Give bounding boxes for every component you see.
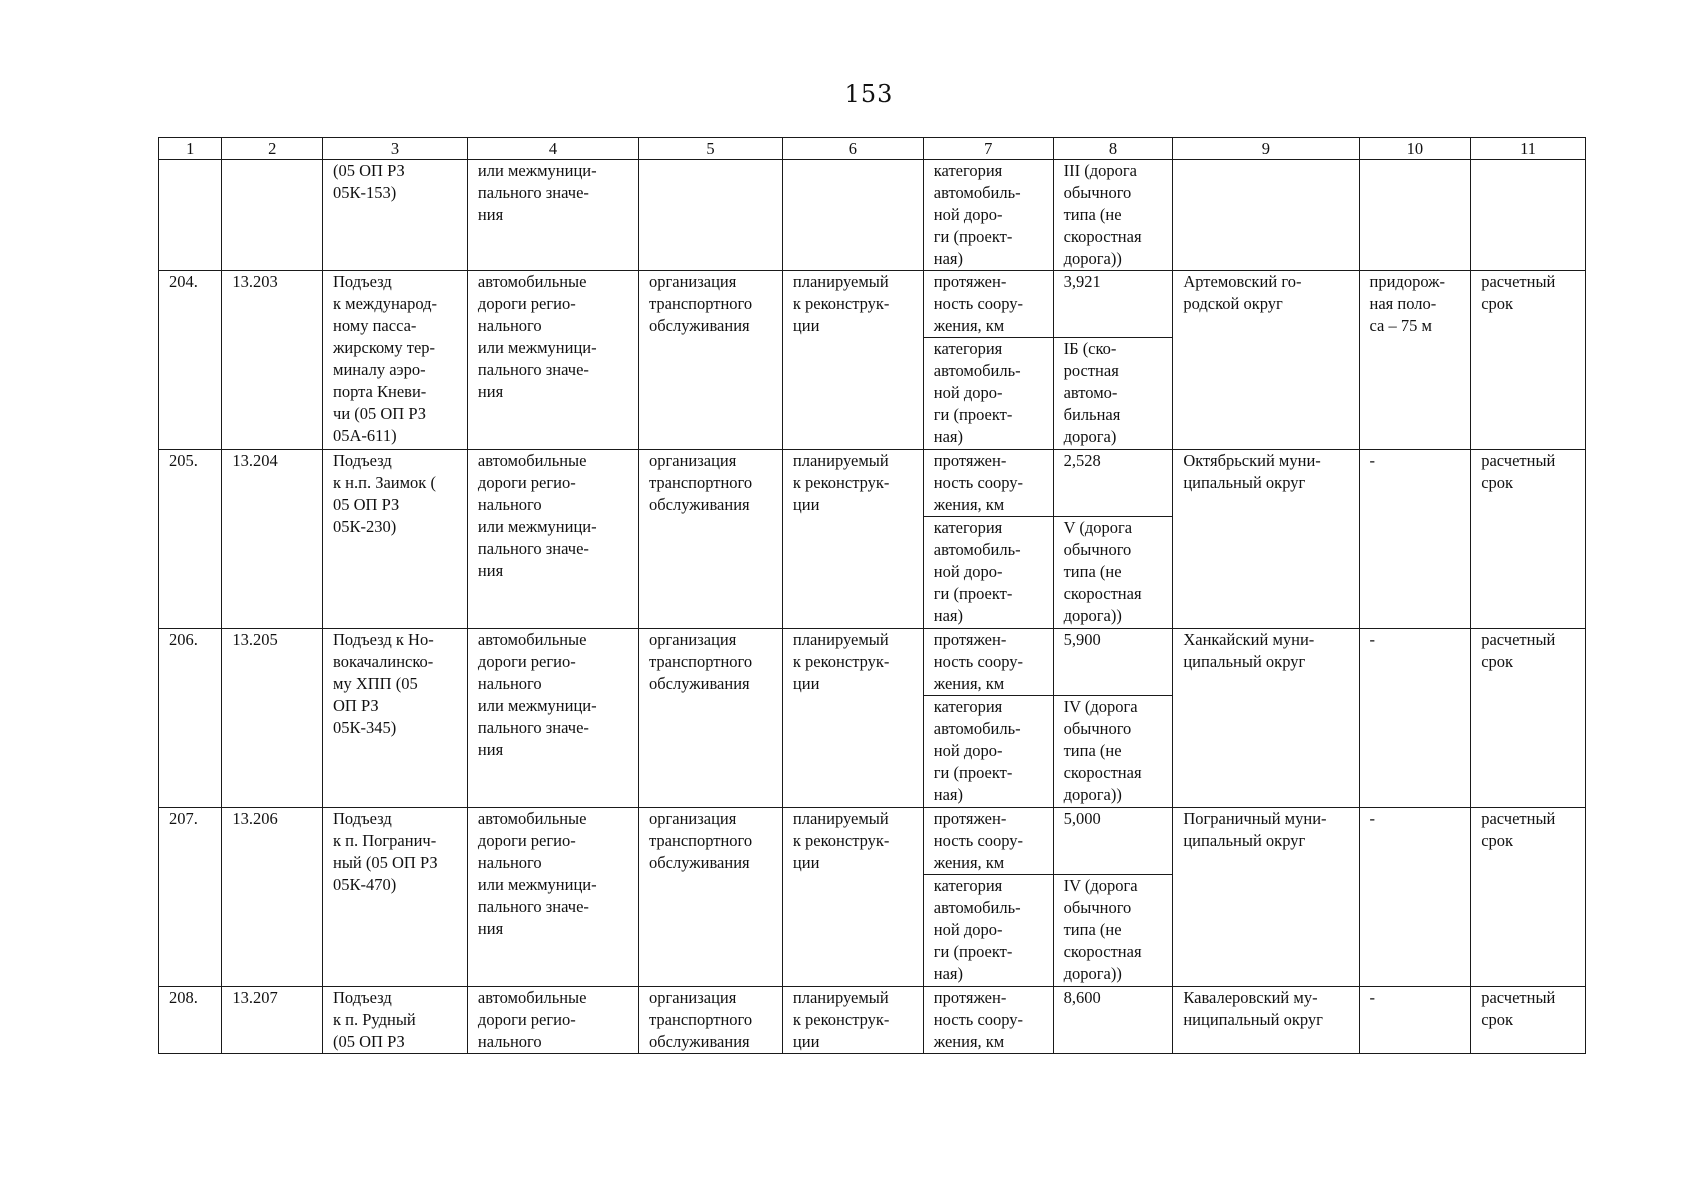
column-number: 1 <box>159 138 222 160</box>
cell-num: 208. <box>159 987 222 1054</box>
cell-param-label: категория автомобиль- ной доро- ги (проект- ная) <box>923 517 1053 629</box>
cell-status: планируемый к реконструк- ции <box>782 808 923 987</box>
cell-location: Артемовский го- родской округ <box>1173 271 1359 450</box>
cell-param-value: 5,000 <box>1053 808 1173 875</box>
cell-code: 13.205 <box>222 629 323 808</box>
page-number: 153 <box>844 80 894 108</box>
cell-num: 207. <box>159 808 222 987</box>
column-number: 6 <box>782 138 923 160</box>
cell-name: Подъезд к н.п. Заимок ( 05 ОП РЗ 05К-230) <box>323 450 468 629</box>
cell-zone: - <box>1359 987 1471 1054</box>
cell-num: 204. <box>159 271 222 450</box>
cell-zone: - <box>1359 629 1471 808</box>
column-number: 9 <box>1173 138 1359 160</box>
cell-status: планируемый к реконструк- ции <box>782 987 923 1054</box>
cell-location: Кавалеровский му- ниципальный округ <box>1173 987 1359 1054</box>
table-row <box>159 629 1586 696</box>
cell-term: расчетный срок <box>1471 450 1586 629</box>
cell-zone: придорож- ная поло- са – 75 м <box>1359 271 1471 450</box>
cell-status: планируемый к реконструк- ции <box>782 450 923 629</box>
cell-purpose <box>639 160 783 271</box>
cell-road-type: автомобильные дороги регио- нального или межмуници- пального значе- ния <box>467 271 638 450</box>
cell-term: расчетный срок <box>1471 271 1586 450</box>
cell-param-value: 2,528 <box>1053 450 1173 517</box>
cell-code <box>222 160 323 271</box>
cell-param-label: протяжен- ность соору- жения, км <box>923 271 1053 338</box>
column-number: 3 <box>323 138 468 160</box>
column-number: 4 <box>467 138 638 160</box>
cell-name: (05 ОП РЗ 05К-153) <box>323 160 468 271</box>
cell-name: Подъезд к Но- вокачалинско- му ХПП (05 ОП РЗ 05К-345) <box>323 629 468 808</box>
column-number-row <box>159 138 1586 160</box>
cell-code: 13.203 <box>222 271 323 450</box>
cell-purpose: организация транспортного обслуживания <box>639 271 783 450</box>
cell-zone <box>1359 160 1471 271</box>
cell-code: 13.207 <box>222 987 323 1054</box>
column-number: 8 <box>1053 138 1173 160</box>
cell-term: расчетный срок <box>1471 629 1586 808</box>
cell-param-value: IБ (ско- ростная автомо- бильная дорога) <box>1053 338 1173 450</box>
cell-param-label: протяжен- ность соору- жения, км <box>923 808 1053 875</box>
column-number: 2 <box>222 138 323 160</box>
cell-param-value: 8,600 <box>1053 987 1173 1054</box>
cell-name: Подъезд к международ- ному пасса- жирскому тер- миналу аэро- порта Кневи- чи (05 ОП РЗ 05А-611) <box>323 271 468 450</box>
table-row-continuation <box>159 160 1586 271</box>
cell-name: Подъезд к п. Рудный (05 ОП РЗ <box>323 987 468 1054</box>
column-number: 11 <box>1471 138 1586 160</box>
cell-term <box>1471 160 1586 271</box>
cell-num: 206. <box>159 629 222 808</box>
cell-name: Подъезд к п. Погранич- ный (05 ОП РЗ 05К-470) <box>323 808 468 987</box>
cell-zone: - <box>1359 450 1471 629</box>
cell-param-label: протяжен- ность соору- жения, км <box>923 987 1053 1054</box>
cell-road-type: автомобильные дороги регио- нального или межмуници- пального значе- ния <box>467 450 638 629</box>
column-number: 5 <box>639 138 783 160</box>
cell-road-type: автомобильные дороги регио- нального или межмуници- пального значе- ния <box>467 629 638 808</box>
cell-zone: - <box>1359 808 1471 987</box>
cell-road-type: автомобильные дороги регио- нального или межмуници- пального значе- ния <box>467 808 638 987</box>
cell-location <box>1173 160 1359 271</box>
cell-param-value: V (дорога обычного типа (не скоростная дорога)) <box>1053 517 1173 629</box>
cell-param-label: протяжен- ность соору- жения, км <box>923 629 1053 696</box>
table-row <box>159 450 1586 517</box>
cell-purpose: организация транспортного обслуживания <box>639 987 783 1054</box>
cell-location: Октябрьский муни- ципальный округ <box>1173 450 1359 629</box>
cell-param-label: протяжен- ность соору- жения, км <box>923 450 1053 517</box>
cell-purpose: организация транспортного обслуживания <box>639 629 783 808</box>
cell-status <box>782 160 923 271</box>
cell-term: расчетный срок <box>1471 808 1586 987</box>
objects-table <box>158 137 1586 1054</box>
table-row <box>159 987 1586 1054</box>
cell-param-label: категория автомобиль- ной доро- ги (проект- ная) <box>923 338 1053 450</box>
cell-num <box>159 160 222 271</box>
cell-param-value: IV (дорога обычного типа (не скоростная дорога)) <box>1053 875 1173 987</box>
cell-param-label: категория автомобиль- ной доро- ги (проект- ная) <box>923 696 1053 808</box>
column-number: 10 <box>1359 138 1471 160</box>
cell-param-value: 3,921 <box>1053 271 1173 338</box>
table-row <box>159 271 1586 338</box>
cell-purpose: организация транспортного обслуживания <box>639 808 783 987</box>
cell-code: 13.204 <box>222 450 323 629</box>
cell-status: планируемый к реконструк- ции <box>782 271 923 450</box>
cell-location: Пограничный муни- ципальный округ <box>1173 808 1359 987</box>
cell-param-label: категория автомобиль- ной доро- ги (проект- ная) <box>923 160 1053 271</box>
cell-road-type: автомобильные дороги регио- нального <box>467 987 638 1054</box>
cell-param-value: 5,900 <box>1053 629 1173 696</box>
cell-purpose: организация транспортного обслуживания <box>639 450 783 629</box>
cell-term: расчетный срок <box>1471 987 1586 1054</box>
cell-code: 13.206 <box>222 808 323 987</box>
column-number: 7 <box>923 138 1053 160</box>
cell-param-value: III (дорога обычного типа (не скоростная дорога)) <box>1053 160 1173 271</box>
cell-location: Ханкайский муни- ципальный округ <box>1173 629 1359 808</box>
cell-road-type: или межмуници- пального значе- ния <box>467 160 638 271</box>
cell-param-label: категория автомобиль- ной доро- ги (проект- ная) <box>923 875 1053 987</box>
cell-num: 205. <box>159 450 222 629</box>
cell-status: планируемый к реконструк- ции <box>782 629 923 808</box>
table-row <box>159 808 1586 875</box>
cell-param-value: IV (дорога обычного типа (не скоростная дорога)) <box>1053 696 1173 808</box>
